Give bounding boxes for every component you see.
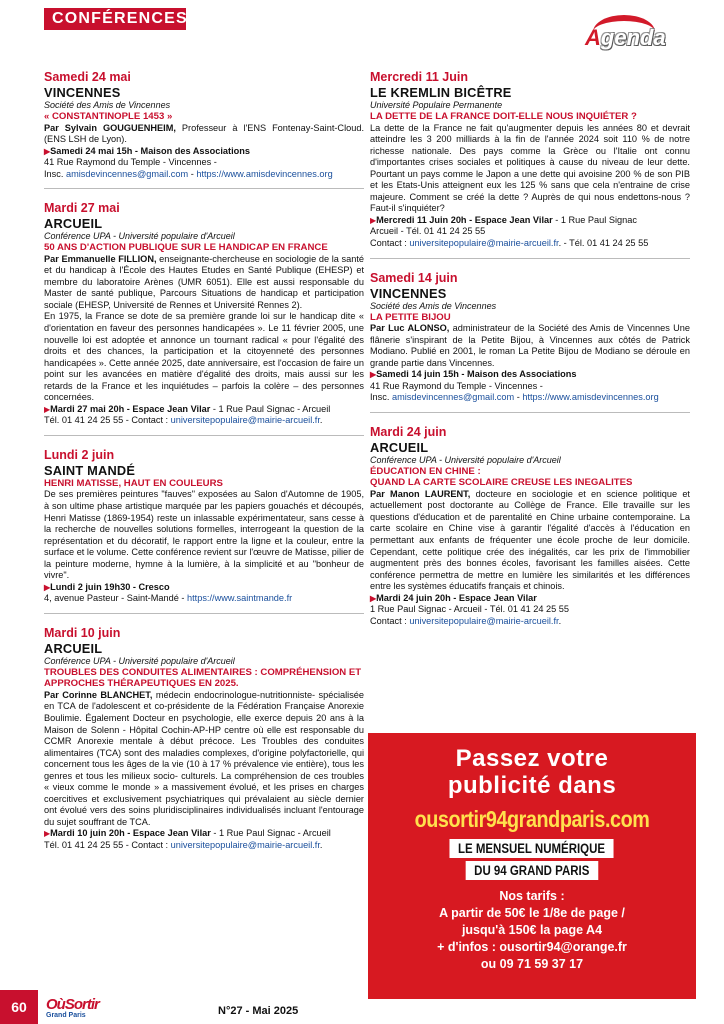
page-number: 60 [0,990,38,1024]
event-date: Samedi 14 juin [370,270,458,285]
event-city: VINCENNES [370,285,447,301]
email-link[interactable]: universitepopulaire@mairie-arcueil.fr [409,237,559,248]
event-when: ▶Lundi 2 juin 19h30 - Cresco [44,581,170,592]
email-link[interactable]: amisdevincennes@gmail.com [65,168,189,179]
event-date: Mercredi 11 Juin [370,70,468,84]
event-date: Lundi 2 juin [44,447,115,462]
event-title: TROUBLES DES CONDUITES ALIMENTAIRES : COMPRÉHENSION ET APPROCHES THÉRAPEUTIQUES EN 2025. [44,666,362,690]
event-date: Samedi 24 mai [44,70,131,84]
event-address: 41 Rue Raymond du Temple - Vincennes - [370,380,543,391]
event-address: 4, avenue Pasteur - Saint-Mandé - https://www.saintmande.fr [44,593,293,604]
event-address: 41 Rue Raymond du Temple - Vincennes - [44,157,217,168]
arrow-right-icon: ▶ [44,829,51,839]
event-title: « CONSTANTINOPLE 1453 » [44,111,173,122]
event-title: ÉDUCATION EN CHINE : [370,465,481,477]
ad-tarif-line: jusqu'à 150€ la page A4 [461,923,603,937]
event-description: Par Sylvain GOUGUENHEIM, Professeur à l'ENS Fontenay-Saint-Cloud. (ENS LSH de Lyon). [44,122,364,145]
ad-headline-1: Passez votre [455,745,609,772]
ad-tagline-1: LE MENSUEL NUMÉRIQUE [450,839,614,858]
agenda-word: Agenda [585,25,666,50]
arrow-right-icon: ▶ [370,370,377,380]
event-organizer: Société des Amis de Vincennes [44,100,171,110]
web-link[interactable]: https://www.amisdevincennes.org [522,392,659,403]
email-link[interactable]: universitepopulaire@mairie-arcueil.fr [170,840,320,851]
event-contact: Tél. 01 41 24 25 55 - Contact : universitepopulaire@mairie-arcueil.fr. [44,840,323,851]
event-date: Mardi 24 juin [370,424,447,439]
arrow-right-icon: ▶ [44,582,51,592]
event-card [44,70,364,189]
event-description: Par Luc ALONSO, administrateur de la Société des Amis de Vincennes Une flânerie s'inspirant de la Petite Bijou, à Vincennes aux côtés de Patrick Modiano. Publié en 2001, le roman La Petite Bijou de Modiano se déroule en grande partie dans Vincennes. [370,323,690,368]
event-contact: Insc. amisdevincennes@gmail.com - https://www.amisdevincennes.org [370,392,659,403]
ad-website[interactable]: ousortir94grandparis.com [414,806,650,832]
logo-sub: Grand Paris [46,1012,86,1019]
event-card [44,626,364,860]
event-city: VINCENNES [44,85,121,100]
event-address: Arcueil - Tél. 01 41 24 25 55 [370,226,486,237]
event-when: ▶Samedi 14 juin 15h - Maison des Associations [370,369,577,380]
event-card [44,448,364,614]
event-city: ARCUEIL [44,640,103,656]
ad-info-email[interactable]: + d'infos : ousortir94@orange.fr [437,940,627,954]
event-title: 50 ANS D'ACTION PUBLIQUE SUR LE HANDICAP EN FRANCE [44,242,328,254]
ad-tagline-2: DU 94 GRAND PARIS [466,861,598,880]
event-title-2: QUAND LA CARTE SCOLAIRE CREUSE LES INEGALITES [370,477,633,489]
web-link[interactable]: https://www.saintmande.fr [187,593,293,604]
arrow-right-icon: ▶ [370,593,377,603]
event-contact: Contact : universitepopulaire@mairie-arcueil.fr. [370,615,562,626]
event-title: LA PETITE BIJOU [370,311,451,323]
event-description: De ses premières peintures "fauves" exposées au Salon d'Automne de 1905, à son ultime phase artistique marquée par les papiers gouachés et découpés, Henri Matisse (1869-1954) reste un inlassable expérimentateur, sans cesse à la recherche de nouvelles solutions formelles, interrogeant la question de la représentation et du décoratif, le rapport entre la ligne et la couleur, entre la surface et le volume. Cette conférence revient sur l'œuvre de Matisse, pilier de la peinture moderne, hymne à la lumière, à la simplicité et au "bonheur de vivre". [44,489,364,581]
event-city: LE KREMLIN BICÊTRE [370,85,512,100]
event-card [370,70,690,259]
ad-tarifs-title: Nos tarifs : [499,889,565,903]
magazine-logo [46,997,108,1021]
event-organizer: Université Populaire Permanente [370,100,503,110]
arrow-right-icon: ▶ [44,404,51,414]
ad-tarif-line: A partir de 50€ le 1/8e de page / [439,906,625,920]
logo-main: OùSortir [46,996,99,1013]
event-description-2: En 1975, la France se dote de sa première grande loi sur le handicap dite « d'orientation en faveur des personnes handicapées ». Le 11 février 2005, une nouvelle loi est adoptée et annonce un tournant radical « pour l'égalité des droits et des chances, la participation et la citoyenneté des personnes handicapées ». Cette année 2025, date anniversaire, est l'occasion de faire un point sur les avancées en matière d'égalité des droits, mais aussi sur les retards de la France et les inquiétudes – parfois la colère – des personnes concernées. [44,311,364,403]
event-contact: Insc. amisdevincennes@gmail.com - https://www.amisdevincennes.org [44,168,333,179]
right-column [370,70,690,647]
advertisement-box [368,733,696,999]
ad-headline-2: publicité dans [447,772,617,799]
event-when: ▶Mardi 27 mai 20h - Espace Jean Vilar - 1 Rue Paul Signac - Arcueil [44,403,331,414]
arrow-right-icon: ▶ [44,146,51,156]
event-organizer: Conférence UPA - Université populaire d'Arcueil [44,655,235,666]
event-description: La dette de la France ne fait qu'augmenter depuis les années 80 et devrait atteindre les 3 200 milliards à la fin de l'année 2024 soit 110 % de notre richesse nationale. Des pays comme la Grèce ou l'Italie ont connu d'importantes crises sociales et politiques à cause du niveau de leur dette. Pourtant un pays comme le Japon a une dette qui avoisine 200 % de son PIB et les Etats-Unis atteignent eux les 125 % sans que cela n'entraine de crise majeure. Comment se créé la dette ? Auprès de qui nous endettons-nous ? Faut-il s'inquiéter? [370,122,690,214]
event-organizer: Conférence UPA - Université populaire d'Arcueil [44,231,235,242]
event-card [370,425,690,636]
event-when: ▶Mardi 24 juin 20h - Espace Jean Vilar [370,592,537,603]
event-organizer: Société des Amis de Vincennes [370,300,497,311]
event-title: HENRI MATISSE, HAUT EN COULEURS [44,477,223,489]
event-address: 1 Rue Paul Signac - Arcueil - Tél. 01 41 24 25 55 [370,604,570,615]
event-contact: Tél. 01 41 24 25 55 - Contact : universitepopulaire@mairie-arcueil.fr. [44,415,323,426]
event-description: Par Corinne BLANCHET, médecin endocrinologue-nutritionniste- spécialisée en TCA de l'adolescent et co-présidente de la Fédération Française Anorexie Boulimie. Également Docteur en psychologie, elle exerce depuis 20 ans à la Maison de Solenn - Hôpital Cochin-AP-HP centre où elle est responsable du CCMR Anorexie mentale à début précoce. Les Troubles des conduites alimentaires (TCA) sont des maladies complexes, d'origine polyfactorielle, qui concernent tous les âges de la vie (10 à 17 % prévalence vie entière), tous les genres et tous les milieux socio- culturels. La compréhension de ces troubles « vieux comme le monde » a massivement évolué, et les prises en charges coercitives et exclusivement psychiatriques qui prévalaient au siècle dernier ont évolué vers des soins pluridisciplinaires individualisés incluant l'entourage du sujet souffrant de TCA. [44,689,365,827]
arrow-right-icon: ▶ [370,215,377,225]
section-tag: CONFÉRENCES [44,8,186,30]
event-city: ARCUEIL [44,216,103,232]
event-organizer: Conférence UPA - Université populaire d'Arcueil [370,454,561,465]
agenda-logo [585,15,695,55]
web-link[interactable]: https://www.amisdevincennes.org [196,168,333,179]
event-date: Mardi 27 mai [44,201,120,216]
issue-number: N°27 - Mai 2025 [218,1005,299,1017]
event-card [44,201,364,436]
event-when: ▶Mardi 10 juin 20h - Espace Jean Vilar - 1 Rue Paul Signac - Arcueil [44,828,331,839]
event-city: SAINT MANDÉ [44,462,136,478]
event-city: ARCUEIL [370,439,429,455]
event-when: ▶Mercredi 11 Juin 20h - Espace Jean Vilar - 1 Rue Paul Signac [370,214,637,225]
email-link[interactable]: universitepopulaire@mairie-arcueil.fr [170,415,320,426]
email-link[interactable]: universitepopulaire@mairie-arcueil.fr [409,615,559,626]
event-description: Par Manon LAURENT, docteure en sociologie et en science politique et actuellement post doctorante au Collège de France. Elle travaille sur les questions d'éducation et de parentalité en Chine urbaine contemporaine. La carte scolaire en Chine vise à garantir l'égalité d'accès à l'éducation en permettant aux enfants de fréquenter une école proche de leur domicile. Cependant, cette politique crée des inégalités, car les prix de l'immobilier augmentent près des bonnes écoles, favorisant les familles aisées. Cette conférence permettra de mettre en lumière les similarités et les différences entre les systèmes éducatifs français et chinois. [370,488,690,592]
left-column [44,70,364,872]
event-card [370,271,690,413]
event-contact: Contact : universitepopulaire@mairie-arcueil.fr. - Tél. 01 41 24 25 55 [370,237,649,248]
event-description: Par Emmanuelle FILLION, enseignante-chercheuse en sociologie de la santé et du handicap à l'École des Hautes Etudes en Santé Publique (EHESP) et membre du laboratoire Arènes (UMR 6051). Elle est aussi responsable du Master de santé publique, Parcours Situations de handicap et participation sociale (EHESP, Université de Rennes et Université Rennes 2). [44,253,364,310]
email-link[interactable]: amisdevincennes@gmail.com [391,392,515,403]
event-date: Mardi 10 juin [44,625,121,640]
event-title: LA DETTE DE LA FRANCE DOIT-ELLE NOUS INQUIÉTER ? [370,111,637,122]
ad-info-phone[interactable]: ou 09 71 59 37 17 [480,957,584,971]
event-when: ▶Samedi 24 mai 15h - Maison des Associations [44,145,250,156]
